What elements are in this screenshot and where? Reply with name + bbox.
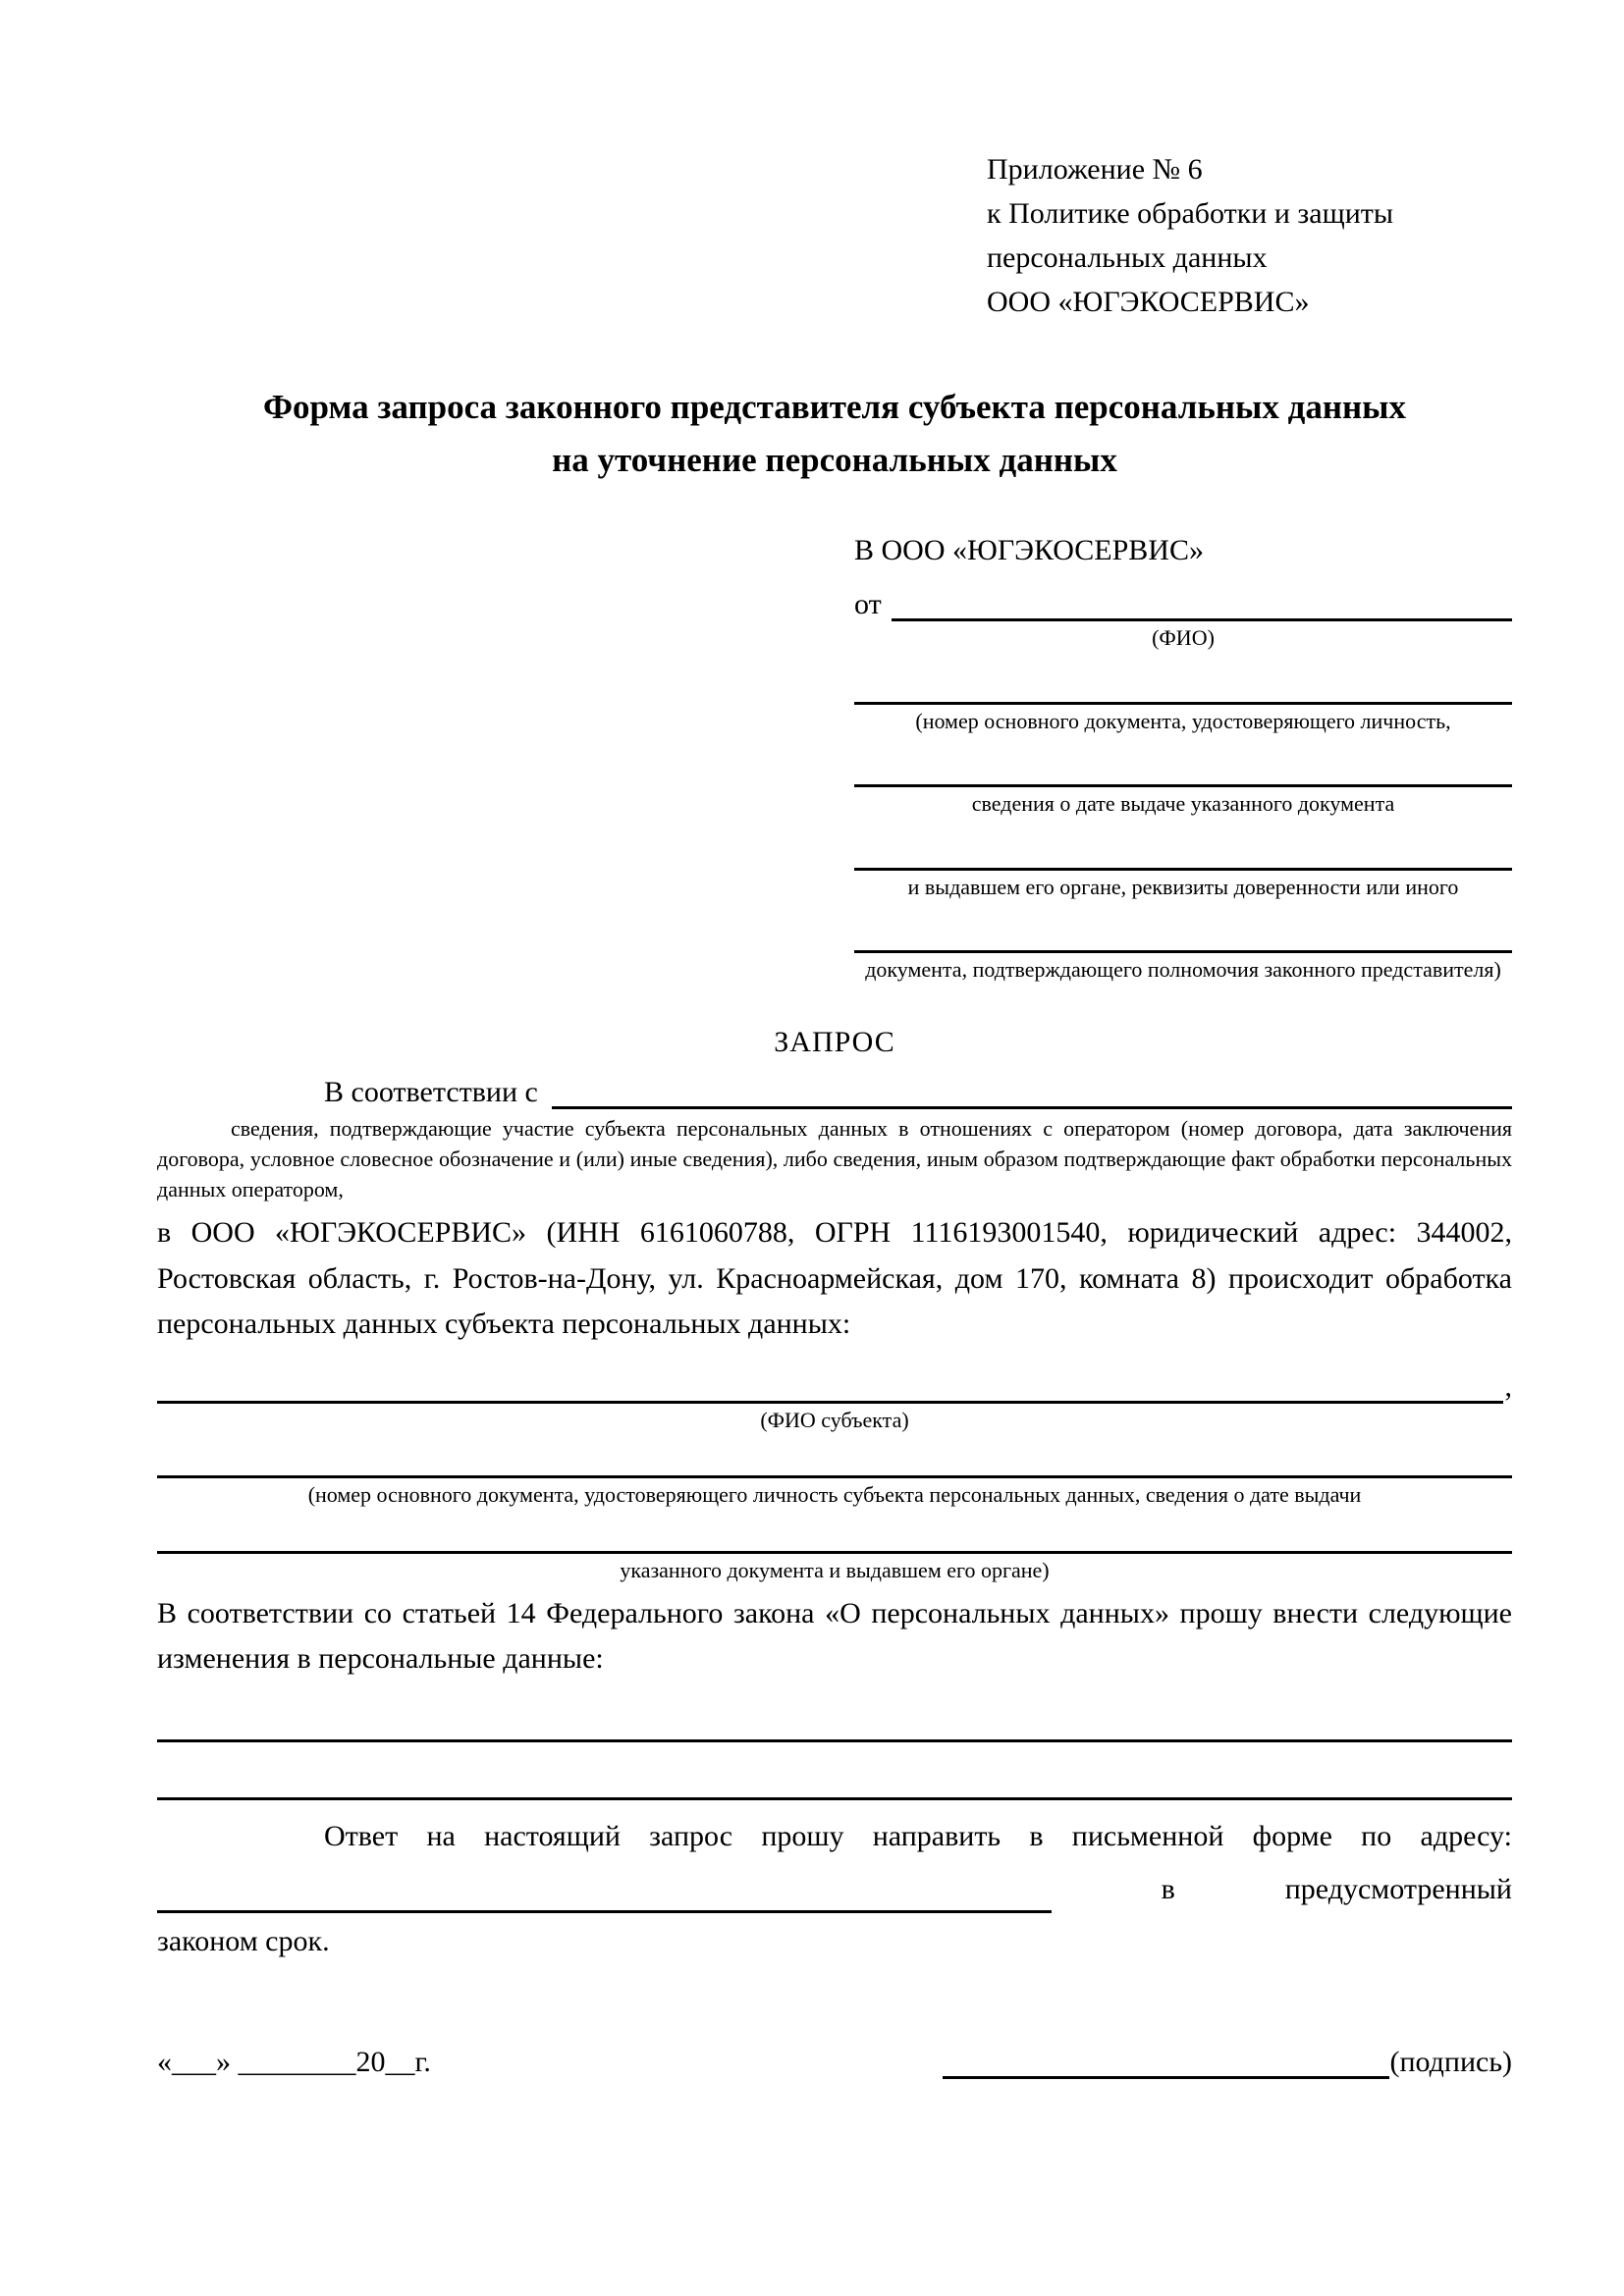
field-caption: (номер основного документа, удостоверяющего личность, (915, 708, 1451, 733)
fio-caption: (ФИО) (1152, 625, 1215, 650)
subject-fio-blank-line (157, 1362, 1503, 1404)
appendix-block (987, 147, 1512, 324)
page-title-line2: на уточнение персональных данных (552, 441, 1117, 480)
signature-area (943, 2041, 1512, 2079)
subject-fio-row (157, 1362, 1512, 1404)
appendix-line: персональных данных (987, 241, 1268, 274)
intro-row (157, 1071, 1512, 1109)
blank-line (854, 921, 1512, 953)
field-caption: документа, подтверждающего полномочия законного представителя) (865, 957, 1501, 983)
blank-line (854, 672, 1512, 705)
subject-doc-blank-line (157, 1434, 1512, 1478)
representative-field (854, 921, 1512, 985)
reply-paragraph-line2 (157, 1867, 1512, 1913)
law-paragraph: В соответствии со статьей 14 Федерального закона «О персональных данных» прошу внести следующие изменения в персональные данные: (157, 1596, 1512, 1676)
blank-line (854, 838, 1512, 871)
appendix-line: к Политике обработки и защиты (987, 197, 1394, 230)
representative-field (854, 838, 1512, 902)
signature-row (157, 2041, 1512, 2079)
blank-line (854, 755, 1512, 787)
appendix-line: ООО «ЮГЭКОСЕРВИС» (987, 286, 1310, 318)
date-line: «___» ________20__г. (157, 2046, 431, 2079)
request-heading: ЗАПРОС (774, 1025, 895, 1058)
fio-blank-line (892, 581, 1512, 621)
appendix-line: Приложение № 6 (987, 153, 1203, 186)
representative-field (854, 755, 1512, 819)
page-title-line1: Форма запроса законного представителя субъекта персональных данных (263, 388, 1406, 426)
footnote-text: сведения, подтверждающие участие субъекта персональных данных в отношениях с оператором (номер договора, дата заключения договора, условное словесное обозначение и (или) иные сведения), либо сведения, иным образом подтверждающие факт обработки персональных данных оператором, (157, 1115, 1512, 1201)
subject-doc-caption: (номер основного документа, удостоверяющего личность субъекта персональных данных, сведения о дате выдачи (307, 1482, 1362, 1508)
page-title (157, 381, 1512, 488)
changes-blank-line (157, 1698, 1512, 1742)
subject-doc-blank-line (157, 1510, 1512, 1554)
reply-paragraph-line3: законом срок. (157, 1924, 330, 1957)
field-caption: и выдавшем его органе, реквизиты доверенности или иного (907, 874, 1459, 899)
intro-label: В соответствии с (324, 1075, 538, 1108)
intro-blank-line (552, 1071, 1512, 1109)
from-label: от (854, 588, 882, 620)
addressee-to: В ООО «ЮГЭКОСЕРВИС» (854, 533, 1204, 566)
changes-blank-line (157, 1756, 1512, 1800)
reply-paragraph-line1: Ответ на настоящий запрос прошу направить в письменной форме по адресу: (324, 1819, 1512, 1852)
addressee-block (854, 529, 1512, 985)
trailing-comma: , (1504, 1369, 1512, 1403)
reply-word-v: в (1161, 1873, 1175, 1906)
representative-field (854, 672, 1512, 736)
signature-caption: (подпись) (1389, 2046, 1512, 2079)
field-caption: сведения о дате выдаче указанного документа (971, 791, 1395, 817)
reply-word-term: предусмотренный (1284, 1873, 1512, 1906)
operator-paragraph: в ООО «ЮГЭКОСЕРВИС» (ИНН 6161060788, ОГРН 1116193001540, юридический адрес: 344002, Ростовская область, г. Ростов-на-Дону, ул. Красноармейская, дом 170, комната 8) происходит обработка персональных данных субъекта персональных данных: (157, 1216, 1512, 1341)
address-blank-line (157, 1875, 1052, 1913)
subject-fio-caption: (ФИО субъекта) (760, 1407, 909, 1432)
from-row (854, 581, 1512, 621)
signature-blank-line (943, 2041, 1389, 2079)
subject-doc-caption: указанного документа и выдавшем его органе) (620, 1558, 1050, 1583)
